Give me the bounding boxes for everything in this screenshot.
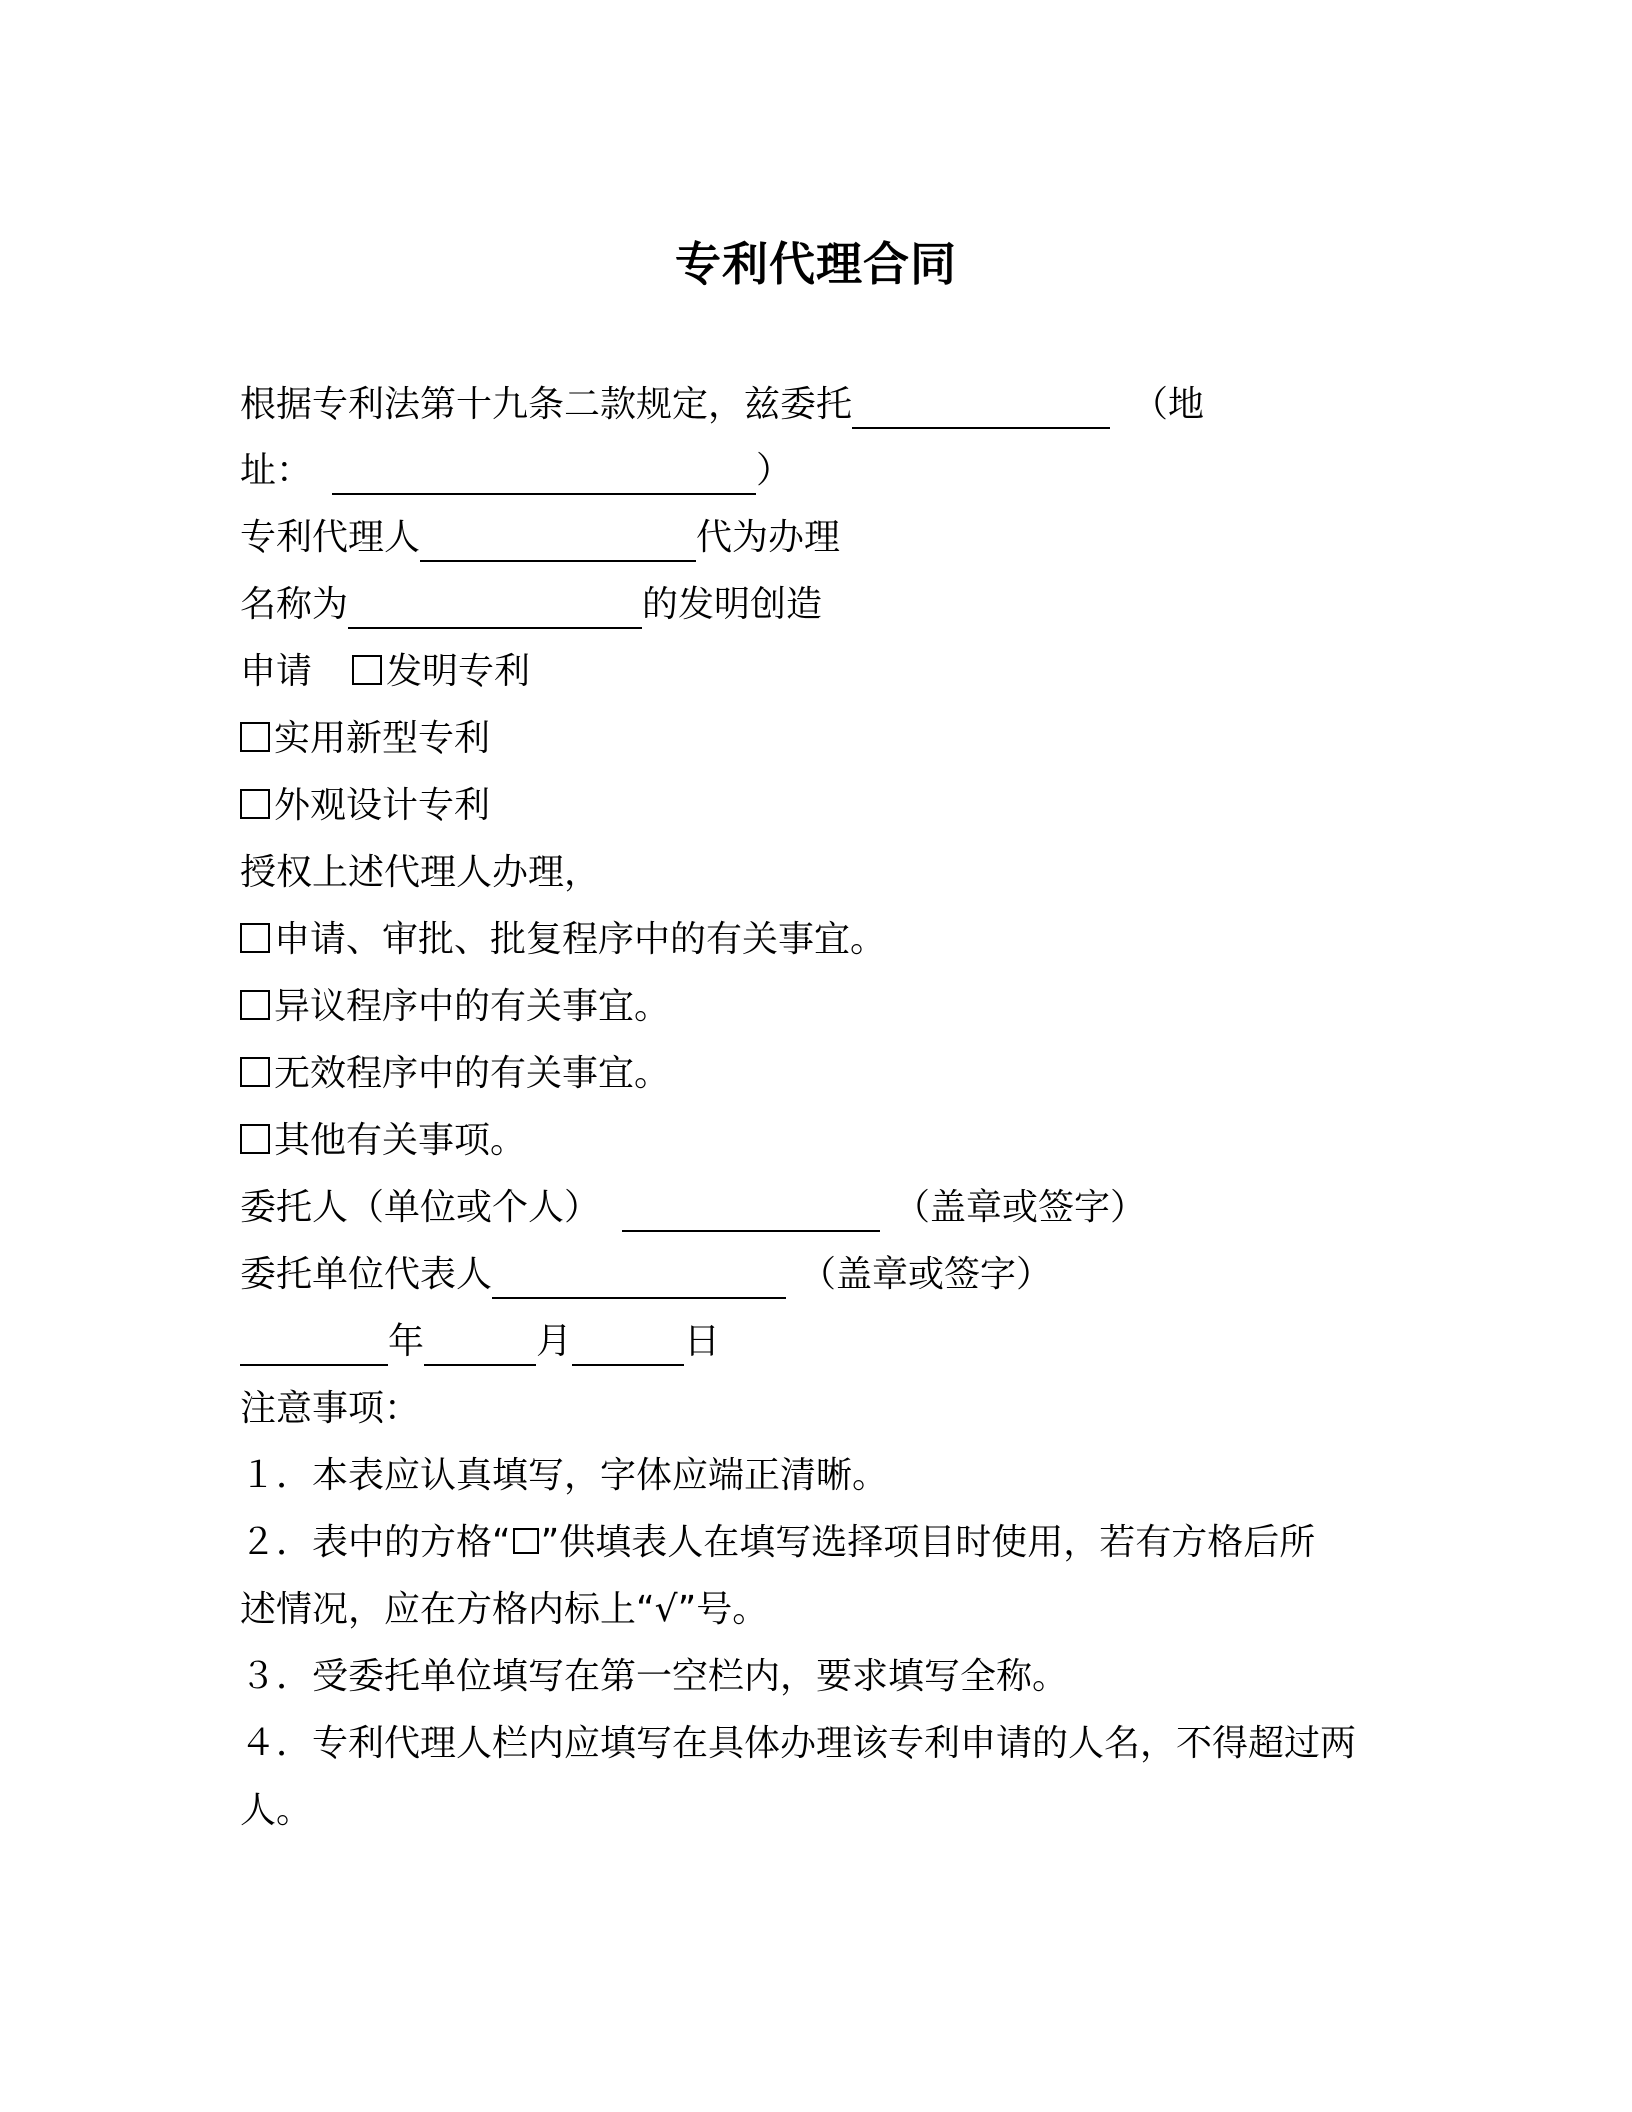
address-close: ） bbox=[756, 450, 793, 491]
utility-patent-label: 实用新型专利 bbox=[274, 718, 491, 759]
note-2-part-a: ２．表中的方格“ bbox=[240, 1522, 511, 1563]
representative-line bbox=[240, 1251, 1052, 1299]
task-checkbox[interactable] bbox=[240, 923, 270, 953]
notes-heading: 注意事项： bbox=[240, 1388, 421, 1429]
entrust-line bbox=[240, 381, 1204, 429]
agent-line bbox=[240, 514, 840, 562]
agent-name-blank[interactable] bbox=[420, 516, 696, 562]
document-title: 专利代理合同 bbox=[675, 237, 957, 291]
entrust-text: 根据专利法第十九条二款规定，兹委托 bbox=[240, 384, 853, 425]
note-2-continued: 述情况，应在方格内标上“√”号。 bbox=[240, 1589, 769, 1630]
design-option bbox=[240, 782, 490, 830]
note-3: ３．受委托单位填写在第一空栏内，要求填写全称。 bbox=[240, 1656, 1069, 1697]
representative-blank[interactable] bbox=[492, 1253, 786, 1299]
task-item bbox=[240, 983, 670, 1031]
address-line bbox=[240, 447, 792, 495]
task-label: 申请、审批、批复程序中的有关事宜。 bbox=[274, 919, 887, 960]
apply-label: 申请 bbox=[240, 651, 313, 692]
utility-patent-checkbox[interactable] bbox=[240, 722, 270, 752]
task-label: 异议程序中的有关事宜。 bbox=[274, 986, 671, 1027]
address-open: （地 bbox=[1132, 384, 1205, 425]
address-label: 址： bbox=[240, 450, 313, 491]
agent-label: 专利代理人 bbox=[240, 517, 421, 558]
address-blank[interactable] bbox=[332, 449, 756, 495]
invention-name-line bbox=[240, 581, 822, 629]
authorize-line: 授权上述代理人办理， bbox=[240, 852, 601, 893]
task-checkbox[interactable] bbox=[240, 1057, 270, 1087]
invention-patent-checkbox[interactable] bbox=[352, 655, 382, 685]
task-label: 无效程序中的有关事宜。 bbox=[274, 1053, 671, 1094]
representative-seal-note: （盖章或签字） bbox=[800, 1254, 1053, 1295]
task-checkbox[interactable] bbox=[240, 1124, 270, 1154]
design-patent-checkbox[interactable] bbox=[240, 789, 270, 819]
note-2-part-b: ”供填表人在填写选择项目时使用，若有方格后所 bbox=[540, 1522, 1316, 1563]
representative-label: 委托单位代表人 bbox=[240, 1254, 493, 1295]
agency-name-blank[interactable] bbox=[852, 383, 1110, 429]
principal-seal-note: （盖章或签字） bbox=[894, 1187, 1147, 1228]
principal-label: 委托人（单位或个人） bbox=[240, 1187, 601, 1228]
note-1: １．本表应认真填写，字体应端正清晰。 bbox=[240, 1455, 889, 1496]
sample-checkbox bbox=[513, 1528, 539, 1554]
month-blank[interactable] bbox=[424, 1320, 536, 1366]
month-label: 月 bbox=[536, 1321, 573, 1362]
design-patent-label: 外观设计专利 bbox=[274, 785, 491, 826]
task-label: 其他有关事项。 bbox=[274, 1120, 527, 1161]
day-label: 日 bbox=[684, 1321, 721, 1362]
year-label: 年 bbox=[388, 1321, 425, 1362]
principal-line bbox=[240, 1184, 1146, 1232]
task-checkbox[interactable] bbox=[240, 990, 270, 1020]
invention-after: 的发明创造 bbox=[642, 584, 823, 625]
invention-patent-label: 发明专利 bbox=[386, 651, 531, 692]
principal-blank[interactable] bbox=[622, 1186, 880, 1232]
note-4: ４．专利代理人栏内应填写在具体办理该专利申请的人名，不得超过两 bbox=[240, 1723, 1357, 1764]
note-4-continued: 人。 bbox=[240, 1790, 313, 1831]
invention-label: 名称为 bbox=[240, 584, 349, 625]
note-2 bbox=[240, 1519, 1315, 1567]
task-item bbox=[240, 1050, 670, 1098]
task-item bbox=[240, 916, 886, 964]
year-blank[interactable] bbox=[240, 1320, 388, 1366]
utility-option bbox=[240, 715, 490, 763]
date-line bbox=[240, 1318, 720, 1366]
day-blank[interactable] bbox=[572, 1320, 684, 1366]
task-item bbox=[240, 1117, 526, 1165]
invention-name-blank[interactable] bbox=[348, 583, 642, 629]
apply-line bbox=[240, 648, 530, 696]
agent-after: 代为办理 bbox=[696, 517, 841, 558]
